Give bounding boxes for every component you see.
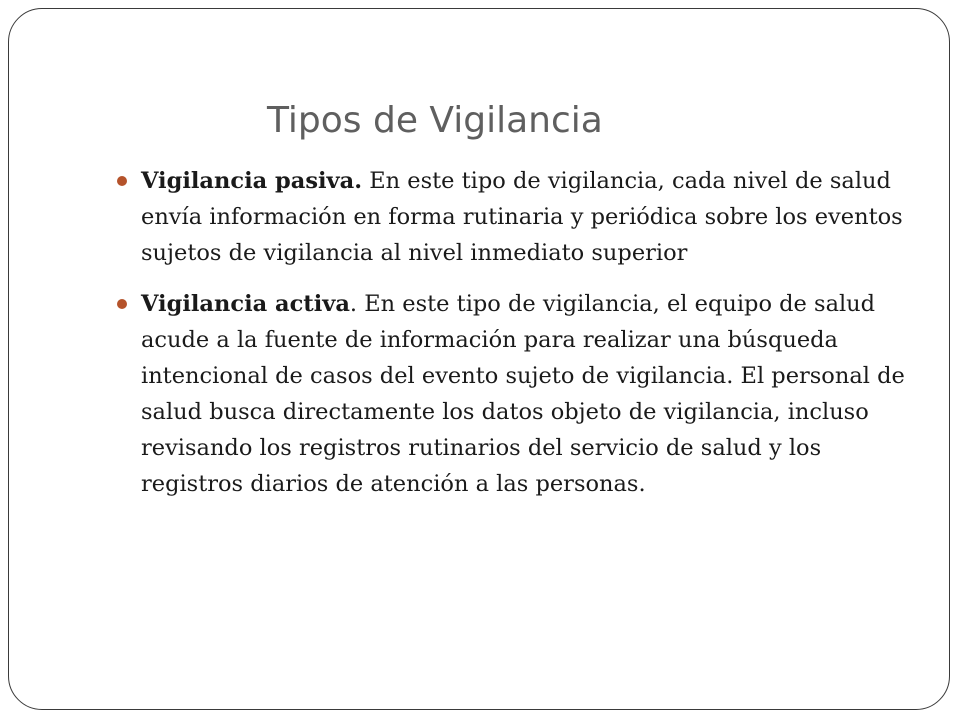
slide-title: Tipos de Vigilancia (267, 100, 603, 141)
bullet-text: En este tipo de vigilancia, cada nivel de salud envía información en forma rutinaria y periódica sobre los eventos sujetos de vigilancia al nivel inmediato superior (141, 168, 903, 266)
bullet-item-vigilancia-activa (115, 286, 915, 502)
bullet-dot-icon (117, 176, 127, 186)
bullet-term: Vigilancia pasiva. (141, 168, 363, 194)
slide-frame (8, 8, 950, 710)
bullet-dot-icon (117, 299, 127, 309)
bullet-item-vigilancia-pasiva (115, 163, 915, 271)
bullet-text: . En este tipo de vigilancia, el equipo de salud acude a la fuente de información para realizar una búsqueda intencional de casos del evento sujeto de vigilancia. El personal de salud busca directamente los datos objeto de vigilancia, incluso revisando los registros rutinarios del servicio de salud y los registros diarios de atención a las personas. (141, 291, 905, 497)
bullet-term: Vigilancia activa (141, 291, 350, 317)
bullet-list (115, 163, 915, 517)
